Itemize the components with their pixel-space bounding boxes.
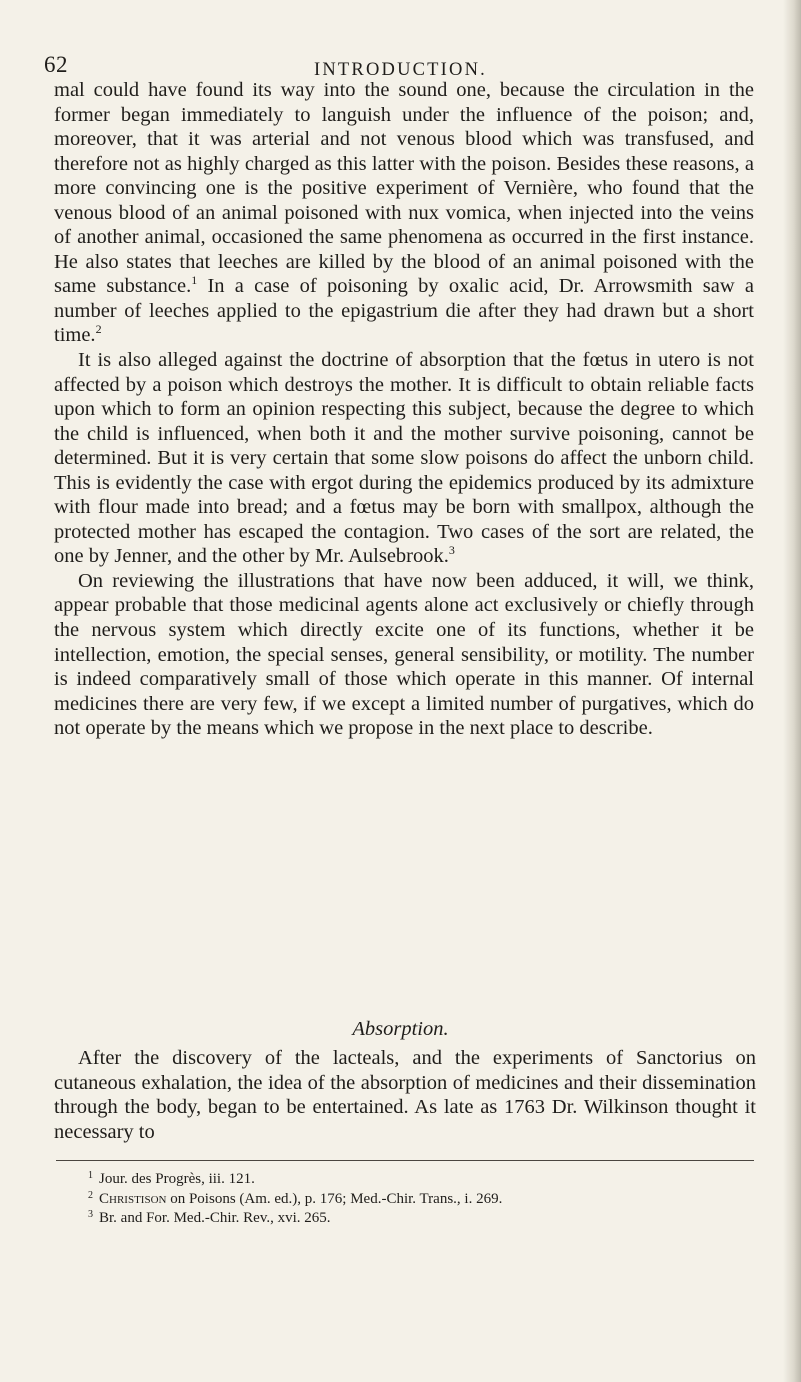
paragraph-text: On reviewing the illustrations that have now been adduced, it will, we think, appear probable that those medicinal agents alone act exclusively or chiefly through the nervous system which directly excite one of its functions, whether it be intellection, emotion, the special senses, general sensibility, or motility. The number is indeed comparatively small of those which operate in this manner. Of internal medicines there are very few, if we except a limited number of purgatives, which do not operate by the means which we propose in the next place to describe.: [54, 569, 754, 740]
running-head: INTRODUCTION.: [314, 60, 487, 80]
footnote-text: on Poisons (Am. ed.), p. 176; Med.-Chir. Trans., i. 269.: [166, 1190, 503, 1207]
footnote-ref: 1: [191, 273, 198, 288]
footnote-3: [88, 1205, 331, 1229]
body-text: [54, 78, 754, 741]
section-heading: Absorption.: [352, 1018, 449, 1040]
footnote-divider: [56, 1160, 754, 1161]
paragraph-text: mal could have found its way into the sound one, because the circulation in the former began immediately to languish under the influence of the poison; and, moreover, that it was arterial and not venous blood which was transfused, and therefore not as highly charged as this latter with the poison. Besides these reasons, a more convincing one is the positive experiment of Vernière, who found that the venous blood of an animal poisoned with nux vomica, when injected into the veins of another animal, occasioned the same phenomena as occurred in the first instance. He also states that leeches are killed by the blood of an animal poisoned with the same substance.: [54, 79, 754, 298]
footnote-marker: 2: [88, 1189, 93, 1201]
footnote-author: Christison: [99, 1190, 167, 1207]
footnote-marker: 3: [88, 1209, 93, 1220]
footnote-ref: 3: [448, 543, 455, 558]
page-edge-shadow: [783, 0, 801, 1382]
paragraph-1: [54, 78, 754, 348]
footnote-marker: 1: [88, 1170, 93, 1181]
section-paragraph: After the discovery of the lacteals, and the experiments of Sanctorius on cutaneous exhalation, the idea of the absorption of medicines and their dissemination through the body, began to be entertained. As late as 1763 Dr. Wilkinson thought it necessary to: [54, 1047, 756, 1143]
footnote-ref: 2: [95, 322, 102, 337]
paragraph-text: In a case of poisoning by oxalic acid, Dr. Arrowsmith saw a number of leeches applied to the epigastrium die after they had drawn but a short time.: [54, 275, 754, 347]
footnote-text: Jour. des Progrès, iii. 121.: [99, 1171, 255, 1187]
paragraph-text: It is also alleged against the doctrine of absorption that the fœtus in utero is not affected by a poison which destroys the mother. It is difficult to obtain reliable facts upon which to form an opinion respecting this subject, because the degree to which the child is influenced, when both it and the mother survive poisoning, cannot be determined. But it is very certain that some slow poisons do affect the unborn child. This is evidently the case with ergot during the epidemics produced by its admixture with flour made into bread; and a fœtus may be born with smallpox, although the protected mother has escaped the contagion. Two cases of the sort are related, the one by Jenner, and the other by Mr. Aulsebrook.: [54, 349, 754, 568]
section-body: [54, 1046, 756, 1144]
paragraph-3: [54, 569, 754, 741]
paragraph-2: [54, 348, 754, 569]
page-number: 62: [44, 52, 68, 77]
footnote-text: Br. and For. Med.-Chir. Rev., xvi. 265.: [99, 1210, 331, 1226]
